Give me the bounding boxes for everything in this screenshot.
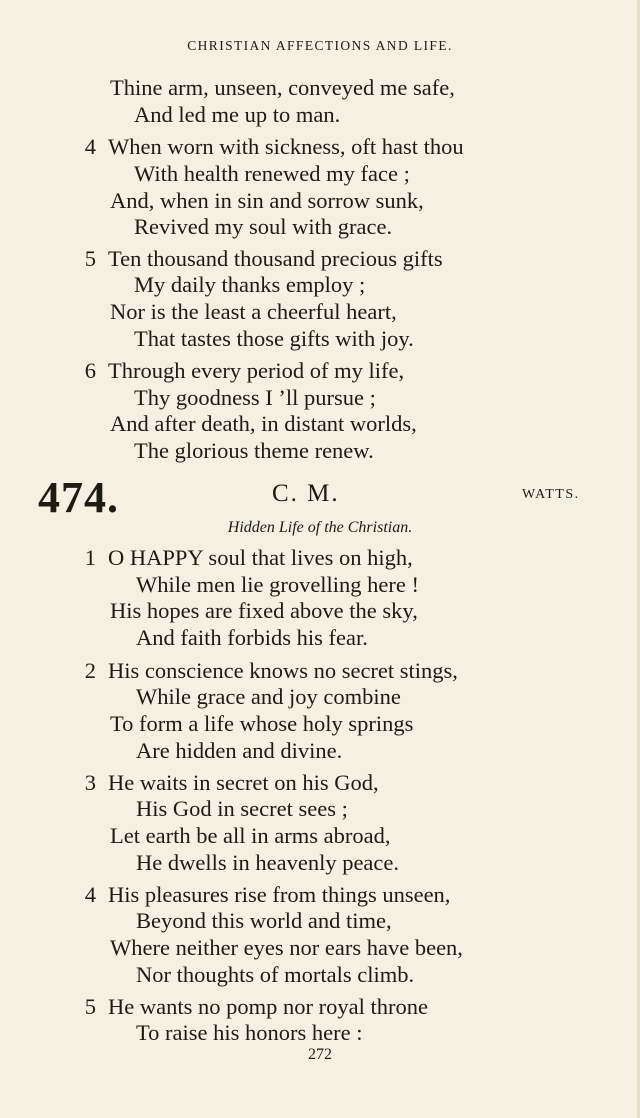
- hymn-author: WATTS.: [522, 487, 580, 502]
- verse-line: When worn with sickness, oft hast thou: [108, 134, 464, 159]
- verse-line: That tastes those gifts with joy.: [134, 326, 414, 351]
- verse-line: Where neither eyes nor ears have been,: [110, 935, 463, 960]
- verse-line: With health renewed my face ;: [134, 161, 410, 186]
- verse-line: And, when in sin and sorrow sunk,: [110, 188, 424, 213]
- stanza-number: 6: [84, 358, 96, 383]
- verse-line: Through every period of my life,: [108, 358, 405, 383]
- verse-line: Revived my soul with grace.: [134, 214, 393, 239]
- stanza-number: 4: [84, 882, 96, 907]
- verse-line: Let earth be all in arms abroad,: [110, 823, 391, 848]
- stanza-number: 5: [84, 246, 96, 271]
- stanza-number: 1: [84, 545, 96, 570]
- hymn-title: Hidden Life of the Christian.: [227, 519, 413, 536]
- page-number: 272: [308, 1046, 332, 1063]
- verse-line: His God in secret sees ;: [136, 796, 348, 821]
- verse-line: Are hidden and divine.: [136, 738, 343, 763]
- hymn-meter: C. M.: [272, 480, 340, 507]
- stanza-number: 5: [84, 994, 96, 1019]
- verse-line: His conscience knows no secret stings,: [108, 658, 458, 683]
- verse-line: And faith forbids his fear.: [136, 625, 368, 650]
- verse-line: While men lie grovelling here !: [136, 572, 420, 597]
- verse-line: Nor thoughts of mortals climb.: [136, 962, 415, 987]
- stanza-number: 2: [84, 658, 96, 683]
- stanza-number: 4: [84, 134, 96, 159]
- verse-line: His hopes are fixed above the sky,: [110, 598, 418, 623]
- verse-line: The glorious theme renew.: [134, 438, 374, 463]
- verse-line: Thy goodness I ’ll pursue ;: [134, 385, 376, 410]
- verse-line: His pleasures rise from things unseen,: [108, 882, 451, 907]
- verse-line: Ten thousand thousand precious gifts: [108, 246, 443, 271]
- verse-line: He wants no pomp nor royal throne: [108, 994, 428, 1019]
- verse-line: And after death, in distant worlds,: [110, 411, 417, 436]
- verse-line: Nor is the least a cheerful heart,: [110, 299, 397, 324]
- verse-line: And led me up to man.: [134, 102, 341, 127]
- verse-line: He waits in secret on his God,: [108, 770, 379, 795]
- hymn-number: 474.: [38, 473, 119, 522]
- verse-line: Beyond this world and time,: [136, 908, 392, 933]
- verse-line: To form a life whose holy springs: [110, 711, 414, 736]
- verse-line: O HAPPY soul that lives on high,: [108, 545, 413, 570]
- verse-line: My daily thanks employ ;: [134, 272, 366, 297]
- verse-line: To raise his honors here :: [136, 1020, 363, 1045]
- verse-line: While grace and joy combine: [136, 684, 401, 709]
- stanza-number: 3: [84, 770, 96, 795]
- running-head: CHRISTIAN AFFECTIONS AND LIFE.: [187, 38, 453, 53]
- verse-line: Thine arm, unseen, conveyed me safe,: [110, 75, 455, 100]
- verse-line: He dwells in heavenly peace.: [136, 850, 400, 875]
